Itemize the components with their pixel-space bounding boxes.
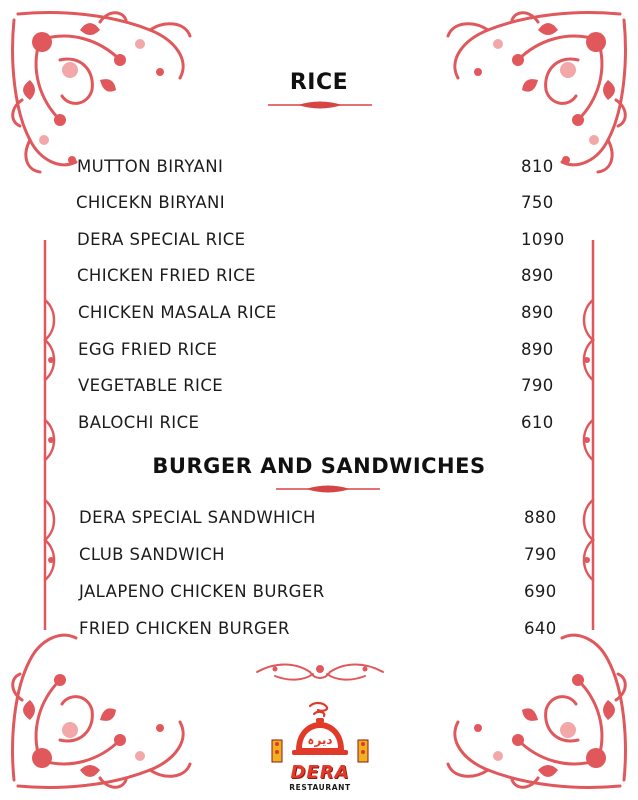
cloche-logo-icon xyxy=(266,700,374,764)
menu-item-price: 610 xyxy=(521,413,554,432)
menu-item-price: 880 xyxy=(524,508,557,527)
section-title-burger: BURGER AND SANDWICHES xyxy=(152,454,486,478)
menu-item-price: 890 xyxy=(521,266,554,285)
menu-item-name: EGG FRIED RICE xyxy=(78,340,218,359)
menu-item-name: CHICKEN FRIED RICE xyxy=(77,266,256,285)
menu-item-price: 890 xyxy=(521,303,554,322)
menu-item-price: 640 xyxy=(524,619,557,638)
menu-item-row xyxy=(0,193,638,217)
menu-item-row xyxy=(0,545,638,569)
menu-item-row xyxy=(0,508,638,532)
floral-corner-icon xyxy=(428,625,638,800)
menu-item-name: BALOCHI RICE xyxy=(78,413,200,432)
menu-item-row xyxy=(0,619,638,643)
menu-item-price: 750 xyxy=(521,193,554,212)
menu-item-name: FRIED CHICKEN BURGER xyxy=(79,619,290,638)
menu-item-row xyxy=(0,266,638,290)
logo-subtitle: RESTAURANT xyxy=(289,783,351,792)
logo-arabic-mark: ديرہ xyxy=(307,733,333,747)
menu-item-row xyxy=(0,157,638,181)
menu-item-name: CHICKEN MASALA RICE xyxy=(78,303,277,322)
divider-flourish-icon xyxy=(276,484,380,494)
menu-item-price: 1090 xyxy=(521,230,565,249)
menu-item-price: 810 xyxy=(521,157,554,176)
menu-item-row xyxy=(0,413,638,437)
menu-item-name: JALAPENO CHICKEN BURGER xyxy=(79,582,325,601)
menu-item-name: CLUB SANDWICH xyxy=(79,545,225,564)
menu-item-row xyxy=(0,376,638,400)
menu-item-price: 690 xyxy=(524,582,557,601)
divider-flourish-icon xyxy=(255,660,385,682)
menu-item-row xyxy=(0,582,638,606)
divider-flourish-icon xyxy=(268,100,372,110)
menu-item-name: CHICEKN BIRYANI xyxy=(76,193,226,212)
restaurant-logo xyxy=(266,700,374,796)
menu-item-name: DERA SPECIAL RICE xyxy=(77,230,246,249)
menu-item-name: MUTTON BIRYANI xyxy=(77,157,224,176)
menu-item-row xyxy=(0,303,638,327)
floral-corner-icon xyxy=(0,625,210,800)
menu-item-price: 790 xyxy=(524,545,557,564)
menu-item-price: 790 xyxy=(521,376,554,395)
menu-item-price: 890 xyxy=(521,340,554,359)
menu-item-name: DERA SPECIAL SANDWHICH xyxy=(79,508,316,527)
menu-item-row xyxy=(0,230,638,254)
menu-item-row xyxy=(0,340,638,364)
logo-name: DERA xyxy=(290,762,350,783)
section-title-rice: RICE xyxy=(289,70,349,95)
menu-item-name: VEGETABLE RICE xyxy=(78,376,224,395)
